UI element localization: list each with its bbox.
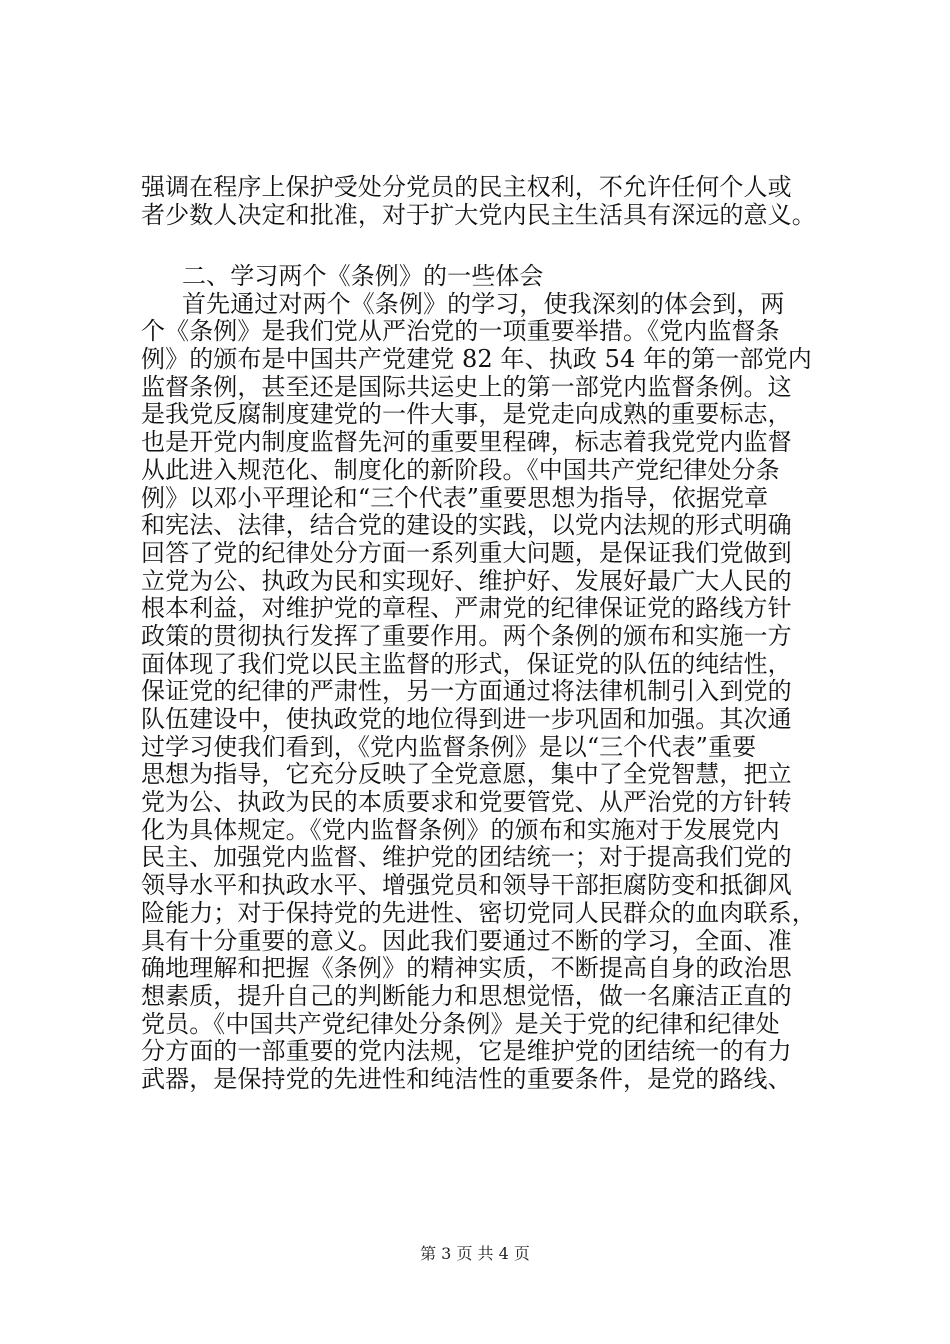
text-line: 化为具体规定。《党内监督条例》的颁布和实施对于发展党内	[141, 815, 780, 844]
text-line: 也是开党内制度监督先河的重要里程碑，标志着我党党内监督	[141, 428, 792, 457]
text-line: 过学习使我们看到，《党内监督条例》是以“三个代表”重要	[141, 732, 757, 761]
text-line: 和宪法、法律，结合党的建设的实践，以党内法规的形式明确	[141, 511, 792, 540]
text-line: 具有十分重要的意义。因此我们要通过不断的学习，全面、准	[141, 926, 792, 955]
continuation-paragraph	[141, 174, 831, 229]
text-line: 强调在程序上保护受处分党员的民主权利，不允许任何个人或	[141, 173, 792, 201]
text-line: 例》以邓小平理论和“三个代表”重要思想为指导，依据党章	[141, 483, 769, 512]
section-heading: 二、学习两个《条例》的一些体会	[182, 262, 544, 290]
text-line: 确地理解和把握《条例》的精神实质，不断提高自身的政治思	[141, 954, 792, 983]
text-line: 者少数人决定和批准，对于扩大党内民主生活具有深远的意义。	[141, 200, 816, 229]
text-line: 党为公、执政为民的本质要求和党要管党、从严治党的方针转	[141, 788, 792, 817]
text-line: 立党为公、执政为民和实现好、维护好、发展好最广大人民的	[141, 566, 792, 595]
text-line: 队伍建设中，使执政党的地位得到进一步巩固和加强。其次通	[141, 705, 792, 733]
text-line: 分方面的一部重要的党内法规，它是维护党的团结统一的有力	[141, 1037, 792, 1066]
section-body	[141, 263, 831, 1094]
text-line: 保证党的纪律的严肃性，另一方面通过将法律机制引入到党的	[141, 677, 792, 706]
text-line: 险能力；对于保持党的先进性、密切党同人民群众的血肉联系，	[141, 898, 816, 927]
text-line: 监督条例，甚至还是国际共运史上的第一部党内监督条例。这	[141, 372, 792, 401]
text-line: 例》的颁布是中国共产党建党 82 年、执政 54 年的第一部党内	[141, 345, 812, 374]
text-line: 政策的贯彻执行发挥了重要作用。两个条例的颁布和实施一方	[141, 621, 792, 650]
page-footer	[0, 1244, 950, 1264]
text-line: 武器，是保持党的先进性和纯洁性的重要条件，是党的路线、	[141, 1064, 792, 1093]
text-line: 想素质，提升自己的判断能力和思想觉悟，做一名廉洁正直的	[141, 981, 792, 1010]
text-line: 党员。《中国共产党纪律处分条例》是关于党的纪律和纪律处	[141, 1009, 780, 1038]
text-line: 根本利益，对维护党的章程、严肃党的纪律保证党的路线方针	[141, 594, 792, 623]
text-line: 领导水平和执政水平、增强党员和领导干部拒腐防变和抵御风	[141, 871, 792, 900]
text-line: 思想为指导，它充分反映了全党意愿，集中了全党智慧，把立	[141, 760, 792, 789]
text-line: 是我党反腐制度建党的一件大事，是党走向成熟的重要标志，	[141, 400, 792, 429]
text-line: 从此进入规范化、制度化的新阶段。《中国共产党纪律处分条	[141, 455, 780, 484]
text-line: 民主、加强党内监督、维护党的团结统一；对于提高我们党的	[141, 843, 792, 872]
text-line: 面体现了我们党以民主监督的形式，保证党的队伍的纯结性，	[141, 649, 792, 678]
text-line: 个《条例》是我们党从严治党的一项重要举措。《党内监督条	[141, 317, 780, 346]
text-line: 首先通过对两个《条例》的学习，使我深刻的体会到，两	[182, 289, 785, 318]
text-line: 回答了党的纪律处分方面一系列重大问题，是保证我们党做到	[141, 538, 792, 567]
page-indicator: 第 3 页 共 4 页	[420, 1244, 530, 1263]
